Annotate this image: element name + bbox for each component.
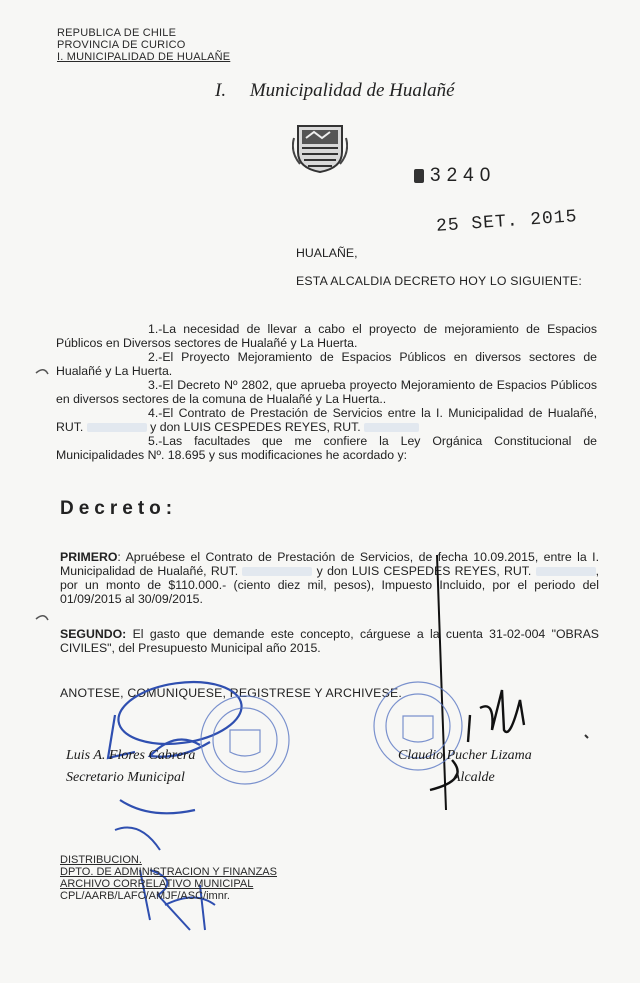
header-municipality: I. MUNICIPALIDAD DE HUALAÑE xyxy=(57,51,231,63)
margin-mark xyxy=(36,616,48,620)
primero-text-3: , por un monto de $110.000.- (ciento diez mil, pesos), Impuesto Incluido, por el periodo del 01/09/2015 al 30/09/2015. xyxy=(60,564,599,606)
distribution-line-2: ARCHIVO CORRELATIVO MUNICIPAL xyxy=(60,878,254,890)
distribution-title: DISTRIBUCION. xyxy=(60,854,142,866)
primero-label: PRIMERO xyxy=(60,550,118,564)
secretary-role: Secretario Municipal xyxy=(66,770,185,785)
mayor-name: Claudio Pucher Lizama xyxy=(398,748,532,763)
signature-stroke xyxy=(437,555,446,810)
secretary-signature-icon xyxy=(108,675,246,814)
mayor-role: Alcalde xyxy=(452,770,495,785)
segundo-label: SEGUNDO: xyxy=(60,627,127,641)
primero-text-1: : Apruébese el Contrato de Prestación de Servicios, de fecha 10.09.2015, entre la I. Municipalidad de Hualañé, RUT. xyxy=(60,550,599,578)
header-province: PROVINCIA DE CURICO xyxy=(57,39,186,51)
considerando-3: 3.-El Decreto Nº 2802, que aprueba proyecto Mejoramiento de Espacios Públicos en diversos sectores de la comuna de Hualañé y La Huerta.. xyxy=(56,378,597,406)
segundo-text: El gasto que demande este concepto, cárguese a la cuenta 31-02-004 "OBRAS CIVILES", del Presupuesto Municipal año 2015. xyxy=(60,627,599,655)
distribution-line-1: DPTO. DE ADMINISTRACION Y FINANZAS xyxy=(60,866,277,878)
header-country: REPUBLICA DE CHILE xyxy=(57,27,177,39)
date-stamp: 25 SET. 2015 xyxy=(435,207,579,237)
distribution-line-3: CPL/AARB/LAFC/AMJF/ASC/imnr. xyxy=(60,890,230,902)
decree-number: 3240 xyxy=(430,165,497,186)
title-prefix: I. xyxy=(215,80,227,101)
decreto-heading: Decreto: xyxy=(60,498,178,519)
title-name: Municipalidad de Hualañé xyxy=(249,80,455,101)
considerando-4-text: 4.-El Contrato de Prestación de Servicios entre la I. Municipalidad de Hualañé, RUT. xyxy=(56,406,597,434)
closing-formula: ANOTESE, COMUNIQUESE, REGISTRESE Y ARCHIVESE. xyxy=(60,686,403,700)
primero-text-2: y don LUIS CESPEDES REYES, RUT. xyxy=(316,564,532,578)
considerando-4-mid: y don LUIS CESPEDES REYES, RUT. xyxy=(150,420,361,434)
intro-line: ESTA ALCALDIA DECRETO HOY LO SIGUIENTE: xyxy=(296,274,582,288)
margin-mark xyxy=(585,735,588,738)
place: HUALAÑE, xyxy=(296,246,358,260)
considerando-1: 1.-La necesidad de llevar a cabo el proyecto de mejoramiento de Espacios Públicos en Diversos sectores de Hualañé y La Huerta. xyxy=(56,322,597,350)
secretary-seal-icon xyxy=(201,696,289,784)
secretary-name: Luis A. Flores Cabrera xyxy=(66,748,196,763)
considerando-5: 5.-Las facultades que me confiere la Ley Orgánica Constitucional de Municipalidades Nº. 18.695 y sus modificaciones he acordado y: xyxy=(56,434,597,462)
margin-mark xyxy=(36,370,48,374)
considerando-2: 2.-El Proyecto Mejoramiento de Espacios Públicos en diversos sectores de Hualañé y La Huerta. xyxy=(56,350,597,378)
